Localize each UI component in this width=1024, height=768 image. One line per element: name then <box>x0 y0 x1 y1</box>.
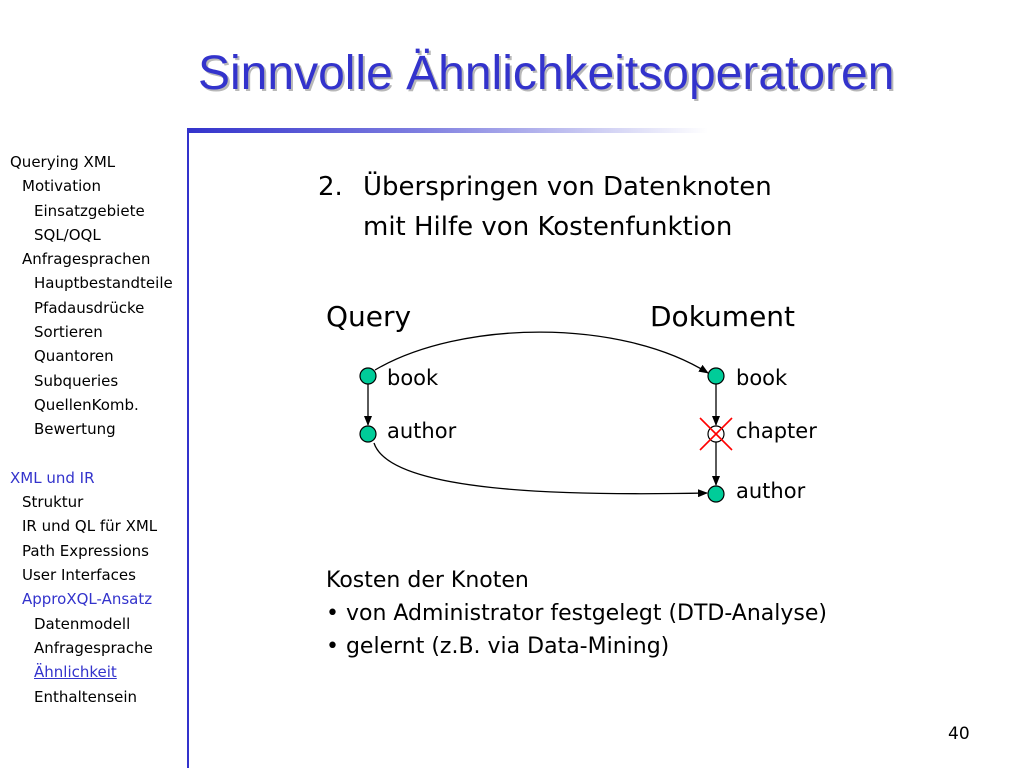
page-number: 40 <box>948 724 970 744</box>
mapping-arc-author <box>374 443 707 494</box>
sidebar-item-ir-und-ql[interactable]: IR und QL für XML <box>22 517 158 536</box>
sidebar-item-quellenkomb[interactable]: QuellenKomb. <box>34 395 139 414</box>
sidebar-item-motivation[interactable]: Motivation <box>22 177 101 196</box>
sidebar-item-aehnlichkeit[interactable]: Ähnlichkeit <box>34 663 117 682</box>
sidebar-item-pfadausdruecke[interactable]: Pfadausdrücke <box>34 298 145 317</box>
sidebar-item-hauptbestandteile[interactable]: Hauptbestandteile <box>34 274 173 293</box>
cost-bullet: • von Administrator festgelegt (DTD-Analyse) <box>326 601 827 626</box>
sidebar-item-anfragesprache[interactable]: Anfragesprache <box>34 638 153 657</box>
sidebar-item-sortieren[interactable]: Sortieren <box>34 323 103 342</box>
cost-bullet: • gelernt (z.B. via Data-Mining) <box>326 634 670 659</box>
query-heading: Query <box>326 300 412 333</box>
sidebar-item-bewertung[interactable]: Bewertung <box>34 420 116 439</box>
query-node-label-author: author <box>387 419 457 443</box>
slide-title: Sinnvolle Ähnlichkeitsoperatoren <box>198 47 895 100</box>
cost-section <box>326 564 827 663</box>
document-heading: Dokument <box>650 300 796 333</box>
document-node-book <box>708 368 724 384</box>
cost-heading: Kosten der Knoten <box>326 568 529 593</box>
sidebar-item-xml-und-ir[interactable]: XML und IR <box>10 468 95 487</box>
sidebar-item-quantoren[interactable]: Quantoren <box>34 347 114 366</box>
sidebar-item-sql-oql[interactable]: SQL/OQL <box>34 225 101 244</box>
sidebar-item-enthaltensein[interactable]: Enthaltensein <box>34 687 138 706</box>
document-node-author <box>708 486 724 502</box>
sidebar-item-struktur[interactable]: Struktur <box>22 493 84 512</box>
sidebar-item-subqueries[interactable]: Subqueries <box>34 371 119 390</box>
list-item-text-line2: mit Hilfe von Kostenfunktion <box>363 212 733 242</box>
query-node-label-book: book <box>387 366 439 390</box>
sidebar-item-user-interfaces[interactable]: User Interfaces <box>22 566 136 585</box>
sidebar-item-path-expressions[interactable]: Path Expressions <box>22 541 149 560</box>
document-node-label-chapter: chapter <box>736 419 817 443</box>
sidebar-item-einsatzgebiete[interactable]: Einsatzgebiete <box>34 201 145 220</box>
document-node-label-author: author <box>736 479 806 503</box>
list-item-number: 2. <box>318 172 343 202</box>
sidebar-item-anfragesprachen[interactable]: Anfragesprachen <box>22 250 151 269</box>
list-item-text-line1: Überspringen von Datenknoten <box>363 172 772 202</box>
sidebar-item-approxql-ansatz[interactable]: ApproXQL-Ansatz <box>22 590 153 609</box>
sidebar-item-querying-xml[interactable]: Querying XML <box>10 153 116 171</box>
sidebar-item-datenmodell[interactable]: Datenmodell <box>34 614 131 633</box>
query-node-book <box>360 368 376 384</box>
document-node-label-book: book <box>736 366 788 390</box>
query-node-author <box>360 426 376 442</box>
